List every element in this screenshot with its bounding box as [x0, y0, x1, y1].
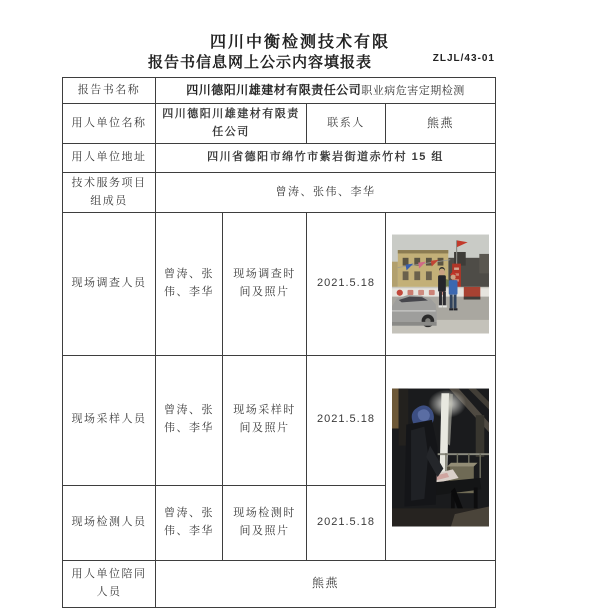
- survey-date: 2021.5.18: [307, 213, 386, 355]
- survey-members: 曾涛、张伟、李华: [156, 213, 223, 355]
- survey-label: 现场调查人员: [63, 213, 156, 355]
- form-title: 报告书信息网上公示内容填报表: [147, 54, 372, 71]
- sampling-detection-photo-cell: [386, 355, 496, 560]
- detection-time-label: 现场检测时间及照片: [223, 485, 307, 560]
- site-sampling-detection-photo: [392, 385, 489, 530]
- employer-address-label: 用人单位地址: [63, 144, 156, 173]
- report-name-label: 报告书名称: [63, 78, 156, 104]
- sampling-time-label: 现场采样时间及照片: [223, 355, 307, 485]
- sampling-date: 2021.5.18: [307, 355, 386, 485]
- site-survey-photo: [392, 233, 489, 335]
- employer-name-label: 用人单位名称: [63, 104, 156, 144]
- contact-value: 熊燕: [386, 104, 496, 144]
- sampling-label: 现场采样人员: [63, 355, 156, 485]
- contact-label: 联系人: [307, 104, 386, 144]
- table-row: [63, 173, 496, 213]
- detection-date: 2021.5.18: [307, 485, 386, 560]
- table-row: [63, 355, 496, 485]
- employer-name-value: 四川德阳川雄建材有限责任公司: [156, 104, 307, 144]
- company-title: 四川中衡检测技术有限: [209, 34, 390, 51]
- report-name-company: 四川德阳川雄建材有限责任公司: [186, 82, 362, 97]
- table-row: [63, 144, 496, 173]
- report-publicity-table: [62, 77, 496, 608]
- escort-label: 用人单位陪同人员: [63, 560, 156, 607]
- detection-label: 现场检测人员: [63, 485, 156, 560]
- report-name-suffix: 职业病危害定期检测: [361, 84, 465, 97]
- employer-address-value: 四川省德阳市绵竹市紫岩街道赤竹村 15 组: [156, 144, 496, 173]
- sampling-members: 曾涛、张伟、李华: [156, 355, 223, 485]
- table-row: [63, 78, 496, 104]
- escort-value: 熊燕: [156, 560, 496, 607]
- detection-members: 曾涛、张伟、李华: [156, 485, 223, 560]
- document-code: ZLJL/43-01: [432, 53, 495, 64]
- table-row: [63, 560, 496, 607]
- report-name-value: [156, 78, 496, 104]
- survey-photo-cell: [386, 213, 496, 355]
- table-row: [63, 104, 496, 144]
- team-label: 技术服务项目组成员: [63, 173, 156, 213]
- team-value: 曾涛、张伟、李华: [156, 173, 496, 213]
- survey-time-label: 现场调查时间及照片: [223, 213, 307, 355]
- table-row: [63, 213, 496, 355]
